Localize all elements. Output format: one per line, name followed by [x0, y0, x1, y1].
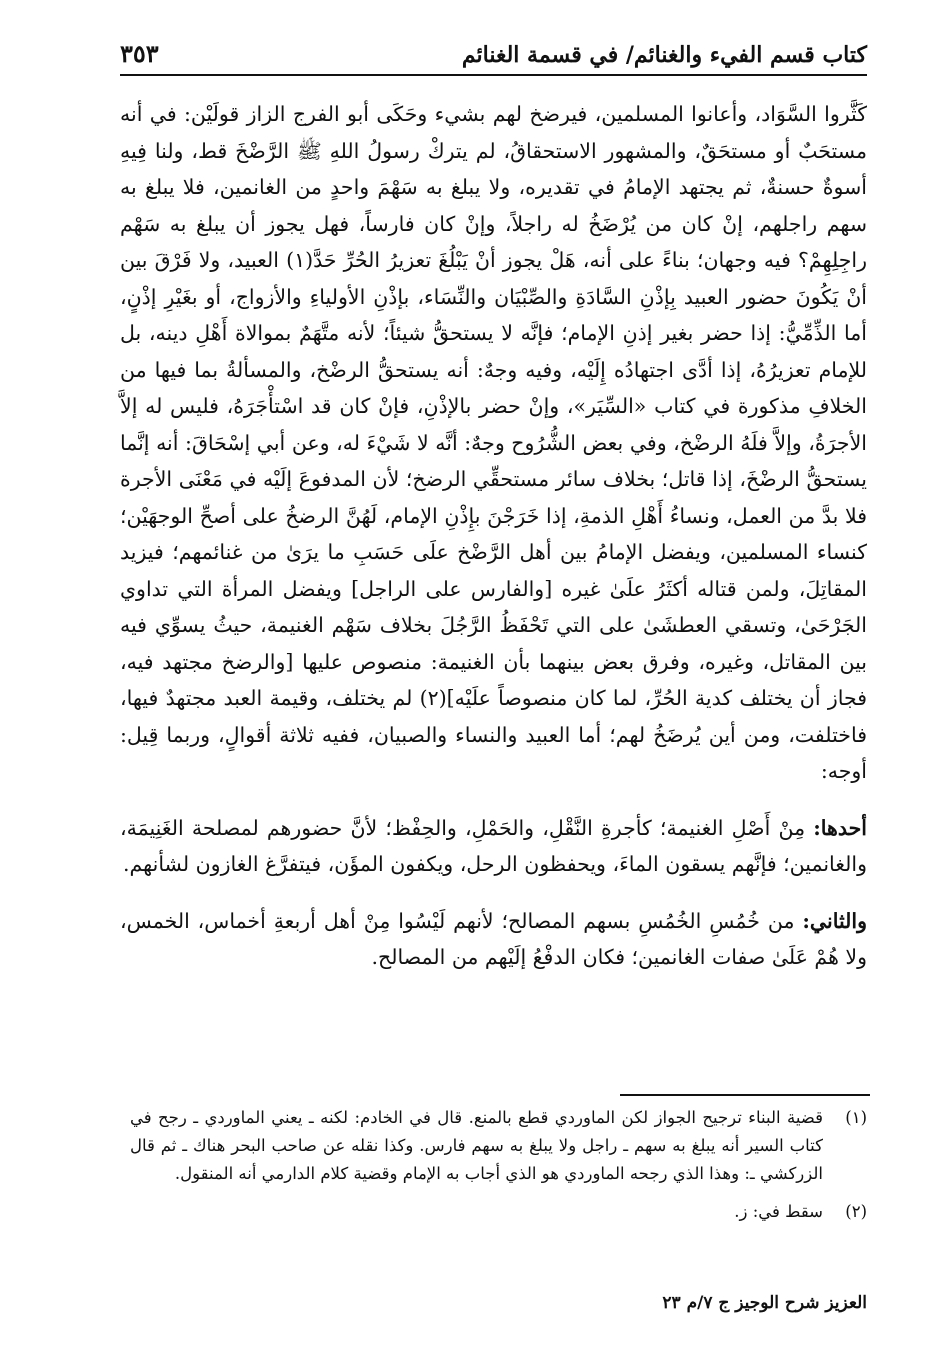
paragraph-lead: والثاني:	[802, 908, 867, 933]
footnotes	[130, 1104, 867, 1226]
paragraph	[120, 903, 867, 976]
page-header	[120, 30, 867, 76]
running-title: كتاب قسم الفيء والغنائم/ في قسمة الغنائم	[461, 42, 867, 68]
paragraph-text: من خُمُسِ الخُمُسِ بسهم المصالح؛ لأنهم لَيْسُوا مِنْ أهل أربعةِ أخماس، الخمس، ولا هُمْ عَلَىٰ صفات الغانمين؛ فكان الدفْعُ إلَيْهم من المصالح.	[120, 908, 867, 969]
main-text	[120, 96, 867, 976]
paragraph-lead: أحدها:	[813, 815, 867, 840]
paragraph	[120, 810, 867, 883]
footnote-number: (٢)	[845, 1202, 867, 1221]
paragraph-text: مِنْ أَصْلِ الغنيمة؛ كأجرةِ النَّقْلِ، والحَمْلِ، والحِفْظ؛ لأنَّ حضورهم لمصلحة الغَنِيمَة، والغانمين؛ فإنَّهم يسقون الماءَ، ويحفظون الرحل، ويكفون المؤَن، فيتفرَّغ الغازون لشأنهم.	[120, 815, 867, 876]
footnote-number: (١)	[845, 1108, 867, 1127]
page-number: ٣٥٣	[120, 39, 159, 68]
footnote	[130, 1104, 867, 1188]
footnote-divider	[620, 1094, 870, 1096]
footnote-text: قضية البناء ترجيح الجواز لكن الماوردي قطع بالمنع. قال في الخادم: لكنه ـ يعني الماوردي ـ رجح في كتاب السير أنه يبلغ به سهم ـ راجل ولا يبلغ به سهم فارس. وكذا نقله عن صاحب البحر هناك ـ ثم قال الزركشي ـ: وهذا الذي رجحه الماوردي هو الذي أجاب به الإمام وقضية كلام الدارمي أنه المنقول.	[130, 1108, 823, 1183]
page-footer: العزيز شرح الوجيز ج ٧/م ٢٣	[662, 1293, 867, 1313]
footnote-text: سقط في: ز.	[734, 1202, 823, 1221]
paragraph: كَثَّروا السَّوَاد، وأعانوا المسلمين، فيرضخ لهم بشيء وحَكَى أبو الفرج الزاز قولَيْن: في أنه مستحَبٌ أو مستحَقٌ، والمشهور الاستحقاقُ، لم يتركْ رسولُ اللهِ ﷺ الرَّضْخَ قط، ولنا فِيهِ أسوةٌ حسنةٌ، ثم يجتهد الإمامُ في تقديره، ولا يبلغ به سَهْمَ واحدٍ من الغانمين، فلا يبلغ به سهم راجلهم، إنْ كان من يُرْضَخُ له راجلاً، وإنْ كان فارساً، فهل يجوز أن يبلغ به سَهْم راجِلِهِمْ؟ فيه وجهان؛ بناءً على أنه، هَلْ يجوز أنْ يَبْلُغَ تعزيرُ الحُرِّ حَدَّ(١) العبيد، ولا فَرْقَ بين أنْ يَكُونَ حضور العبيد بِإذْنِ السَّادَةِ والصِّبْيَان والنِّسَاء، بإذْنِ الأولياءِ والأزواج، أو بغَيْرِ إذْنٍ، أما الذِّمِّيُّ: إذا حضر بغير إذنِ الإمام؛ فإنَّه لا يستحقُّ شيئاً؛ لأنه متَّهَمٌ بموالاة أَهْلِ دينه، بل للإمام تعزيرُهُ، إذا أدَّى اجتهادُه إِلَيْه، وفيه وجهٌ: أنه يستحقُّ الرضْخ، والمسألةُ بما فيها من الخلافِ مذكورة في كتاب «السِّيَر»، وإنْ حضر بالإذْنِ، فإنْ كان قد اسْتأْجَرَهُ، فليس له إلاَّ الأجرَةُ، وإلاَّ فلَهُ الرضْخ، وفي بعض الشُّرُوح وجهٌ: أنَّه لا شَيْءَ له، وعن أبي إسْحَاقَ: أنه إنَّما يستحقُّ الرضْخَ، إذا قاتل؛ بخلاف سائر مستحقِّي الرضخ؛ لأن المدفوعَ إلَيْه في مَعْنَى الأجرة فلا بدَّ من العمل، ونساءُ أَهْلِ الذمةِ، إذا خَرَجْنَ بإِذْنِ الإمام، لَهُنَّ الرضخُ على أصحِّ الوجهَيْن؛ كنساء المسلمين، ويفضل الإمامُ بين أهل الرَّضْخ علَى حَسَبِ ما يرَىٰ من غنائمهم؛ فيزيد المقاتِلَ، ولمن قتاله أكثَرُ علَىٰ غيره [والفارس على الراجل] ويفضل المرأة التي تداوي الجَرْحَىٰ، وتسقي العطشَىٰ على التي تَحْفَظُ الرَّجُلَ بخلاف سَهْم الغنيمة، حيثُ يسوِّي فيه بين المقاتل، وغيره، وفرق بعض بينهما بأن الغنيمة: منصوص عليها [والرضخ مجتهد فيه، فجاز أن يختلف كدية الحُرِّ، لما كان منصوصاً علَيْه](٢) لم يختلف، وقيمة العبد مجتهدٌ فيها، فاختلفت، ومن أين يُرضَخُ لهم؛ أما العبيد والنساء والصبيان، ففيه ثلاثة أقوالٍ، وربما قِيل: أوجه:	[120, 102, 868, 783]
footnote	[130, 1198, 867, 1226]
